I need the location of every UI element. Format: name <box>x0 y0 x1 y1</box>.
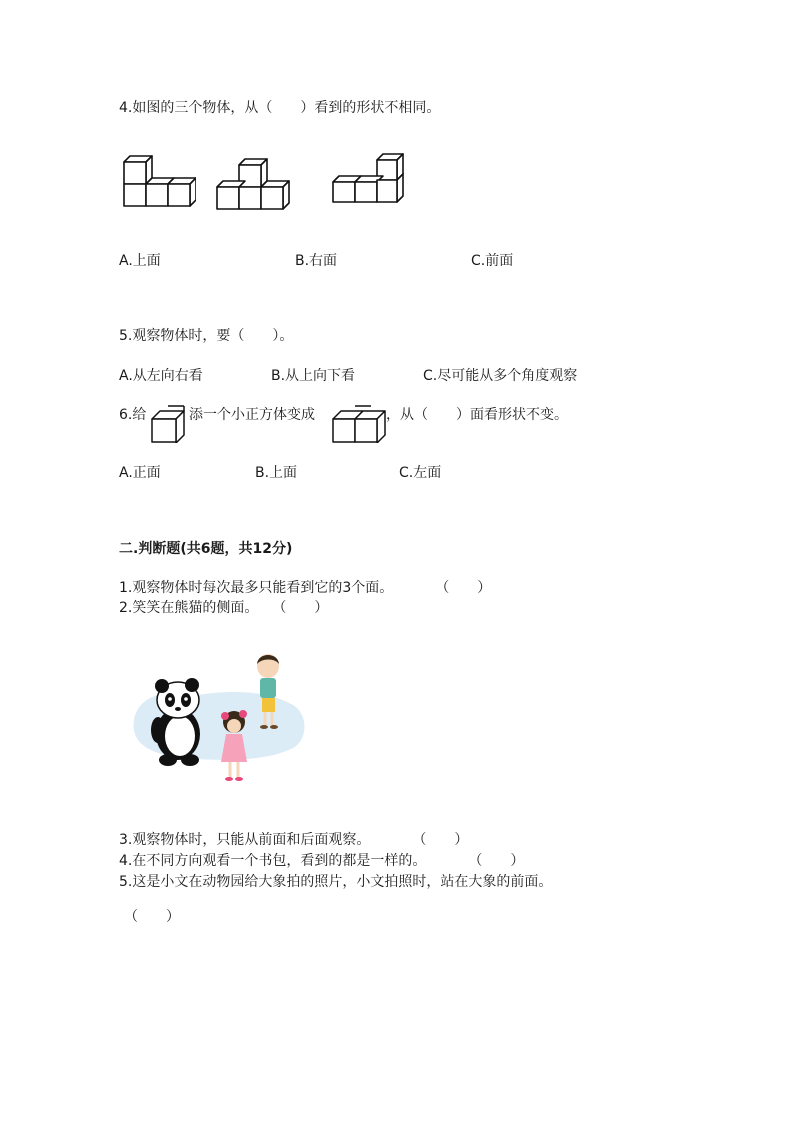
girl-figure <box>221 710 247 781</box>
q6-option-c[interactable]: C.左面 <box>399 465 442 481</box>
q4-option-c[interactable]: C.前面 <box>471 253 514 269</box>
judge-item-5: 5.这是小文在动物园给大象拍的照片，小文拍照时，站在大象的前面。 <box>119 874 553 890</box>
q6-option-b[interactable]: B.上面 <box>255 465 298 481</box>
q4-option-b[interactable]: B.右面 <box>295 253 338 269</box>
q4-cube-figure-1 <box>120 152 196 208</box>
q4-cube-figure-2 <box>215 156 291 210</box>
q5-option-c[interactable]: C.尽可能从多个角度观察 <box>423 368 578 384</box>
judge-item-3: 3.观察物体时，只能从前面和后面观察。 （ ） <box>119 832 469 848</box>
judge-item-5-answer-paren: （ ） <box>124 909 180 925</box>
judge-item-4: 4.在不同方向观看一个书包，看到的都是一样的。 （ ） <box>119 853 525 869</box>
q6-stem-end: ，从（ ）面看形状不变。 <box>386 407 568 423</box>
q5-option-b[interactable]: B.从上向下看 <box>271 368 356 384</box>
q6-stem-start: 6.给 <box>119 407 147 423</box>
section-title: 二.判断题(共6题，共12分) <box>119 541 293 557</box>
judge-item-2: 2.笑笑在熊猫的侧面。 （ ） <box>119 600 329 616</box>
q6-stem-middle: 添一个小正方体变成 <box>189 407 315 423</box>
q6-cube-figure-after <box>331 405 387 443</box>
judge-item-1: 1.观察物体时每次最多只能看到它的3个面。 （ ） <box>119 580 492 596</box>
q4-cube-figure-3 <box>331 152 405 206</box>
q6-cube-figure-before <box>150 405 190 443</box>
q4-stem: 4.如图的三个物体，从（ ）看到的形状不相同。 <box>119 100 441 116</box>
q5-option-a[interactable]: A.从左向右看 <box>119 368 203 384</box>
q4-option-a[interactable]: A.上面 <box>119 253 161 269</box>
panda-children-illustration <box>128 650 310 792</box>
q6-option-a[interactable]: A.正面 <box>119 465 161 481</box>
q5-stem: 5.观察物体时，要（ ）。 <box>119 328 294 344</box>
